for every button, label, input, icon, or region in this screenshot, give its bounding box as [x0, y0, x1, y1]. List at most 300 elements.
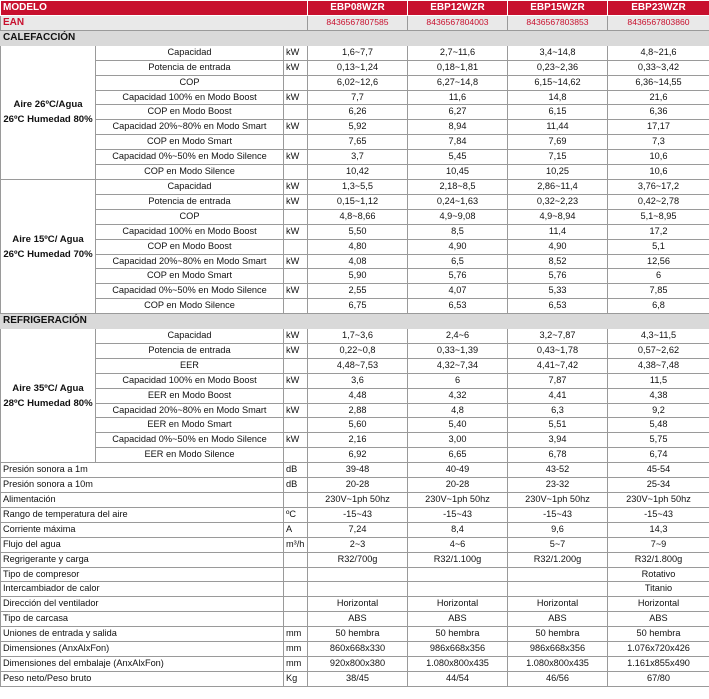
spec-value: 43-52	[508, 463, 608, 478]
row-label: Potencia de entrada	[96, 194, 284, 209]
spec-row	[1, 478, 709, 493]
spec-value: 1.161x855x490	[608, 656, 709, 671]
table-row	[1, 269, 709, 284]
row-value: 11,5	[608, 373, 709, 388]
row-unit: kW	[284, 150, 308, 165]
spec-value: -15~43	[508, 507, 608, 522]
row-value: 2,18~8,5	[408, 179, 508, 194]
row-unit: kW	[284, 403, 308, 418]
spec-label: Presión sonora a 1m	[1, 463, 284, 478]
row-label: COP en Modo Silence	[96, 299, 284, 314]
table-row	[1, 105, 709, 120]
row-value: 12,56	[608, 254, 709, 269]
row-unit: kW	[284, 343, 308, 358]
row-value: 5,76	[408, 269, 508, 284]
spec-unit	[284, 612, 308, 627]
row-unit: kW	[284, 284, 308, 299]
spec-unit: ºC	[284, 507, 308, 522]
spec-value: Rotativo	[608, 567, 709, 582]
row-value: 17,2	[608, 224, 709, 239]
row-value: 4,32~7,34	[408, 358, 508, 373]
row-value: 4,08	[308, 254, 408, 269]
row-label: Capacidad	[96, 179, 284, 194]
row-value: 6,02~12,6	[308, 75, 408, 90]
spec-unit	[284, 582, 308, 597]
row-value: 0,33~1,39	[408, 343, 508, 358]
row-value: 5,75	[608, 433, 709, 448]
model-label: MODELO	[1, 1, 308, 16]
row-value: 5,60	[308, 418, 408, 433]
row-value: 4,3~11,5	[608, 329, 709, 344]
row-value: 1,6~7,7	[308, 45, 408, 60]
spec-value: R32/1.800g	[608, 552, 709, 567]
table-row	[1, 239, 709, 254]
row-value: 6,5	[408, 254, 508, 269]
row-label: Capacidad 0%~50% en Modo Silence	[96, 150, 284, 165]
spec-value: 8,4	[408, 522, 508, 537]
row-unit	[284, 358, 308, 373]
row-value: 0,24~1,63	[408, 194, 508, 209]
row-value: 4,38~7,48	[608, 358, 709, 373]
table-row	[1, 448, 709, 463]
row-value: 4,90	[408, 239, 508, 254]
table-row	[1, 45, 709, 60]
spec-unit: mm	[284, 656, 308, 671]
row-value: 4,90	[508, 239, 608, 254]
row-value: 5,1	[608, 239, 709, 254]
row-value: 7,65	[308, 135, 408, 150]
spec-value	[408, 582, 508, 597]
section-row	[1, 314, 709, 329]
spec-unit: mm	[284, 627, 308, 642]
spec-unit: Kg	[284, 671, 308, 686]
spec-value: 860x668x330	[308, 642, 408, 657]
row-value: 2,4~6	[408, 329, 508, 344]
row-value: 4,9~8,94	[508, 209, 608, 224]
spec-label: Dirección del ventilador	[1, 597, 284, 612]
row-value: 7,7	[308, 90, 408, 105]
row-unit	[284, 269, 308, 284]
row-value: 17,17	[608, 120, 709, 135]
row-value: 10,25	[508, 165, 608, 180]
row-value: 0,13~1,24	[308, 60, 408, 75]
spec-row	[1, 537, 709, 552]
table-row	[1, 150, 709, 165]
row-value: 6,75	[308, 299, 408, 314]
row-value: 8,94	[408, 120, 508, 135]
row-value: 3,2~7,87	[508, 329, 608, 344]
model-name: EBP12WZR	[408, 1, 508, 16]
row-label: Capacidad 100% en Modo Boost	[96, 224, 284, 239]
spec-label: Dimensiones del embalaje (AnxAlxFon)	[1, 656, 284, 671]
table-row	[1, 224, 709, 239]
table-row	[1, 329, 709, 344]
row-unit	[284, 418, 308, 433]
table-row	[1, 299, 709, 314]
spec-value: Horizontal	[408, 597, 508, 612]
row-value: 4,41	[508, 388, 608, 403]
row-value: 4,48	[308, 388, 408, 403]
spec-row	[1, 656, 709, 671]
row-value: 3,94	[508, 433, 608, 448]
table-row	[1, 194, 709, 209]
row-label: Capacidad 100% en Modo Boost	[96, 90, 284, 105]
spec-label: Tipo de compresor	[1, 567, 284, 582]
row-value: 5,50	[308, 224, 408, 239]
table-row	[1, 60, 709, 75]
spec-value	[308, 582, 408, 597]
row-value: 4,48~7,53	[308, 358, 408, 373]
row-unit: kW	[284, 179, 308, 194]
model-name: EBP23WZR	[608, 1, 709, 16]
row-value: 3,6	[308, 373, 408, 388]
spec-row	[1, 612, 709, 627]
row-value: 3,4~14,8	[508, 45, 608, 60]
spec-value: 1.080x800x435	[508, 656, 608, 671]
spec-row	[1, 522, 709, 537]
spec-value: 45-54	[608, 463, 709, 478]
table-row	[1, 165, 709, 180]
row-value: 2,86~11,4	[508, 179, 608, 194]
row-label: COP en Modo Silence	[96, 165, 284, 180]
spec-label: Dimensiones (AnxAlxFon)	[1, 642, 284, 657]
spec-value: 67/80	[608, 671, 709, 686]
spec-value: 986x668x356	[408, 642, 508, 657]
row-value: 2,55	[308, 284, 408, 299]
row-value: 6,53	[408, 299, 508, 314]
spec-unit	[284, 567, 308, 582]
table-row	[1, 343, 709, 358]
row-value: 4,8~21,6	[608, 45, 709, 60]
row-value: 10,42	[308, 165, 408, 180]
row-value: 10,6	[608, 165, 709, 180]
table-row	[1, 284, 709, 299]
row-label: COP	[96, 209, 284, 224]
spec-row	[1, 567, 709, 582]
spec-value: R32/700g	[308, 552, 408, 567]
spec-row	[1, 627, 709, 642]
table-row	[1, 209, 709, 224]
spec-row	[1, 582, 709, 597]
row-unit: kW	[284, 329, 308, 344]
row-value: 0,42~2,78	[608, 194, 709, 209]
spec-row	[1, 642, 709, 657]
row-value: 0,33~3,42	[608, 60, 709, 75]
spec-unit	[284, 597, 308, 612]
row-unit	[284, 135, 308, 150]
row-value: 5,33	[508, 284, 608, 299]
row-label: Capacidad 20%~80% en Modo Smart	[96, 403, 284, 418]
spec-value: ABS	[408, 612, 508, 627]
spec-value: 23-32	[508, 478, 608, 493]
spec-row	[1, 671, 709, 686]
condition-label: Aire 35ºC/ Agua 28ºC Humedad 80%	[1, 329, 96, 463]
ean-code: 8436567803853	[508, 16, 608, 31]
row-value: 7,3	[608, 135, 709, 150]
row-value: 8,52	[508, 254, 608, 269]
row-value: 7,85	[608, 284, 709, 299]
ean-row	[1, 16, 709, 31]
model-name: EBP08WZR	[308, 1, 408, 16]
spec-value: ABS	[308, 612, 408, 627]
row-value: 7,69	[508, 135, 608, 150]
row-value: 0,43~1,78	[508, 343, 608, 358]
spec-unit	[284, 493, 308, 508]
row-value: 2,16	[308, 433, 408, 448]
table-row	[1, 388, 709, 403]
spec-unit	[284, 552, 308, 567]
table-row	[1, 179, 709, 194]
row-value: 6	[408, 373, 508, 388]
spec-label: Tipo de carcasa	[1, 612, 284, 627]
spec-value: 230V~1ph 50hz	[508, 493, 608, 508]
spec-value: 44/54	[408, 671, 508, 686]
spec-value: 39-48	[308, 463, 408, 478]
row-unit: kW	[284, 194, 308, 209]
row-value: 6,15	[508, 105, 608, 120]
table-row	[1, 403, 709, 418]
row-value: 3,7	[308, 150, 408, 165]
row-value: 4,32	[408, 388, 508, 403]
row-unit: kW	[284, 45, 308, 60]
spec-value	[508, 582, 608, 597]
row-label: COP en Modo Smart	[96, 269, 284, 284]
row-unit	[284, 105, 308, 120]
spec-label: Alimentación	[1, 493, 284, 508]
row-value: 6,3	[508, 403, 608, 418]
spec-label: Presión sonora a 10m	[1, 478, 284, 493]
spec-unit: mm	[284, 642, 308, 657]
spec-row	[1, 463, 709, 478]
row-value: 2,88	[308, 403, 408, 418]
row-value: 6,36	[608, 105, 709, 120]
spec-value: 38/45	[308, 671, 408, 686]
row-value: 14,8	[508, 90, 608, 105]
row-value: 3,76~17,2	[608, 179, 709, 194]
spec-value: 4~6	[408, 537, 508, 552]
spec-value: Titanio	[608, 582, 709, 597]
row-value: 6,74	[608, 448, 709, 463]
spec-value: 230V~1ph 50hz	[408, 493, 508, 508]
row-unit: kW	[284, 254, 308, 269]
spec-value: R32/1.100g	[408, 552, 508, 567]
row-value: 11,4	[508, 224, 608, 239]
spec-value: 46/56	[508, 671, 608, 686]
row-value: 6,15~14,62	[508, 75, 608, 90]
spec-unit: A	[284, 522, 308, 537]
table-row	[1, 433, 709, 448]
row-value: 7,84	[408, 135, 508, 150]
spec-label: Uniones de entrada y salida	[1, 627, 284, 642]
spec-label: Intercambiador de calor	[1, 582, 284, 597]
spec-value: 25-34	[608, 478, 709, 493]
spec-value	[508, 567, 608, 582]
spec-row	[1, 507, 709, 522]
row-value: 21,6	[608, 90, 709, 105]
row-value: 5,76	[508, 269, 608, 284]
row-value: 0,22~0,8	[308, 343, 408, 358]
spec-value: Horizontal	[508, 597, 608, 612]
spec-value: ABS	[608, 612, 709, 627]
spec-value: 20-28	[408, 478, 508, 493]
spec-value: 920x800x380	[308, 656, 408, 671]
row-unit	[284, 388, 308, 403]
row-value: 0,23~2,36	[508, 60, 608, 75]
row-value: 5,1~8,95	[608, 209, 709, 224]
row-value: 10,6	[608, 150, 709, 165]
row-label: COP en Modo Smart	[96, 135, 284, 150]
spec-value: 1.076x720x426	[608, 642, 709, 657]
spec-value	[408, 567, 508, 582]
spec-value: 20-28	[308, 478, 408, 493]
spec-value: 9,6	[508, 522, 608, 537]
spec-value: 50 hembra	[608, 627, 709, 642]
row-unit: kW	[284, 373, 308, 388]
spec-value: 230V~1ph 50hz	[308, 493, 408, 508]
row-unit	[284, 75, 308, 90]
row-label: COP en Modo Boost	[96, 105, 284, 120]
row-value: 7,87	[508, 373, 608, 388]
row-label: Capacidad 100% en Modo Boost	[96, 373, 284, 388]
row-value: 6,26	[308, 105, 408, 120]
model-name: EBP15WZR	[508, 1, 608, 16]
spec-row	[1, 552, 709, 567]
row-label: Capacidad 0%~50% en Modo Silence	[96, 433, 284, 448]
spec-value: 986x668x356	[508, 642, 608, 657]
row-value: 5,45	[408, 150, 508, 165]
row-value: 0,15~1,12	[308, 194, 408, 209]
row-unit	[284, 209, 308, 224]
row-label: Capacidad	[96, 329, 284, 344]
row-unit	[284, 448, 308, 463]
spec-value: 50 hembra	[308, 627, 408, 642]
row-value: 4,9~9,08	[408, 209, 508, 224]
row-value: 4,41~7,42	[508, 358, 608, 373]
table-row	[1, 120, 709, 135]
spec-value: -15~43	[308, 507, 408, 522]
spec-value	[308, 567, 408, 582]
spec-value: ABS	[508, 612, 608, 627]
row-value: 6,92	[308, 448, 408, 463]
table-row	[1, 254, 709, 269]
spec-value: 1.080x800x435	[408, 656, 508, 671]
row-unit	[284, 165, 308, 180]
spec-value: 5~7	[508, 537, 608, 552]
row-value: 6,27~14,8	[408, 75, 508, 90]
row-value: 6,36~14,55	[608, 75, 709, 90]
table-row	[1, 373, 709, 388]
row-value: 6,53	[508, 299, 608, 314]
section-title: CALEFACCIÓN	[1, 30, 709, 45]
row-value: 7,15	[508, 150, 608, 165]
spec-value: R32/1.200g	[508, 552, 608, 567]
row-value: 11,6	[408, 90, 508, 105]
spec-value: Horizontal	[608, 597, 709, 612]
row-label: Potencia de entrada	[96, 60, 284, 75]
spec-unit: dB	[284, 463, 308, 478]
row-label: Capacidad 0%~50% en Modo Silence	[96, 284, 284, 299]
row-unit	[284, 299, 308, 314]
spec-unit: dB	[284, 478, 308, 493]
row-label: COP	[96, 75, 284, 90]
row-value: 5,51	[508, 418, 608, 433]
row-value: 4,8	[408, 403, 508, 418]
section-title: REFRIGERACIÓN	[1, 314, 709, 329]
row-label: EER en Modo Smart	[96, 418, 284, 433]
row-value: 4,80	[308, 239, 408, 254]
row-value: 0,18~1,81	[408, 60, 508, 75]
row-value: 6,8	[608, 299, 709, 314]
table-row	[1, 418, 709, 433]
row-label: COP en Modo Boost	[96, 239, 284, 254]
row-value: 4,8~8,66	[308, 209, 408, 224]
spec-label: Peso neto/Peso bruto	[1, 671, 284, 686]
row-unit	[284, 239, 308, 254]
ean-code: 8436567804003	[408, 16, 508, 31]
row-value: 9,2	[608, 403, 709, 418]
row-label: EER en Modo Boost	[96, 388, 284, 403]
table-row	[1, 90, 709, 105]
row-unit: kW	[284, 60, 308, 75]
row-label: Capacidad 20%~80% en Modo Smart	[96, 254, 284, 269]
row-unit: kW	[284, 120, 308, 135]
model-header-row	[1, 1, 709, 16]
spec-value: -15~43	[408, 507, 508, 522]
spec-value: 2~3	[308, 537, 408, 552]
spec-value: -15~43	[608, 507, 709, 522]
spec-value: 50 hembra	[508, 627, 608, 642]
row-unit: kW	[284, 433, 308, 448]
row-value: 4,38	[608, 388, 709, 403]
row-unit: kW	[284, 90, 308, 105]
condition-label: Aire 26ºC/Agua 26ºC Humedad 80%	[1, 45, 96, 179]
row-value: 3,00	[408, 433, 508, 448]
row-value: 10,45	[408, 165, 508, 180]
row-label: Capacidad	[96, 45, 284, 60]
table-row	[1, 75, 709, 90]
row-value: 0,57~2,62	[608, 343, 709, 358]
row-value: 2,7~11,6	[408, 45, 508, 60]
spec-label: Flujo del agua	[1, 537, 284, 552]
row-unit: kW	[284, 224, 308, 239]
spec-row	[1, 597, 709, 612]
row-value: 6,27	[408, 105, 508, 120]
row-value: 1,3~5,5	[308, 179, 408, 194]
spec-row	[1, 493, 709, 508]
section-row	[1, 30, 709, 45]
spec-label: Regrigerante y carga	[1, 552, 284, 567]
row-value: 11,44	[508, 120, 608, 135]
spec-value: 14,3	[608, 522, 709, 537]
row-label: EER en Modo Silence	[96, 448, 284, 463]
spec-label: Corriente máxima	[1, 522, 284, 537]
spec-value: 7,24	[308, 522, 408, 537]
spec-value: 230V~1ph 50hz	[608, 493, 709, 508]
row-value: 5,48	[608, 418, 709, 433]
spec-value: 7~9	[608, 537, 709, 552]
row-value: 5,92	[308, 120, 408, 135]
row-value: 5,40	[408, 418, 508, 433]
ean-label: EAN	[1, 16, 308, 31]
row-label: Capacidad 20%~80% en Modo Smart	[96, 120, 284, 135]
ean-code: 8436567807585	[308, 16, 408, 31]
spec-label: Rango de temperatura del aire	[1, 507, 284, 522]
spec-unit: m³/h	[284, 537, 308, 552]
row-value: 4,07	[408, 284, 508, 299]
ean-code: 8436567803860	[608, 16, 709, 31]
table-row	[1, 135, 709, 150]
spec-value: 50 hembra	[408, 627, 508, 642]
